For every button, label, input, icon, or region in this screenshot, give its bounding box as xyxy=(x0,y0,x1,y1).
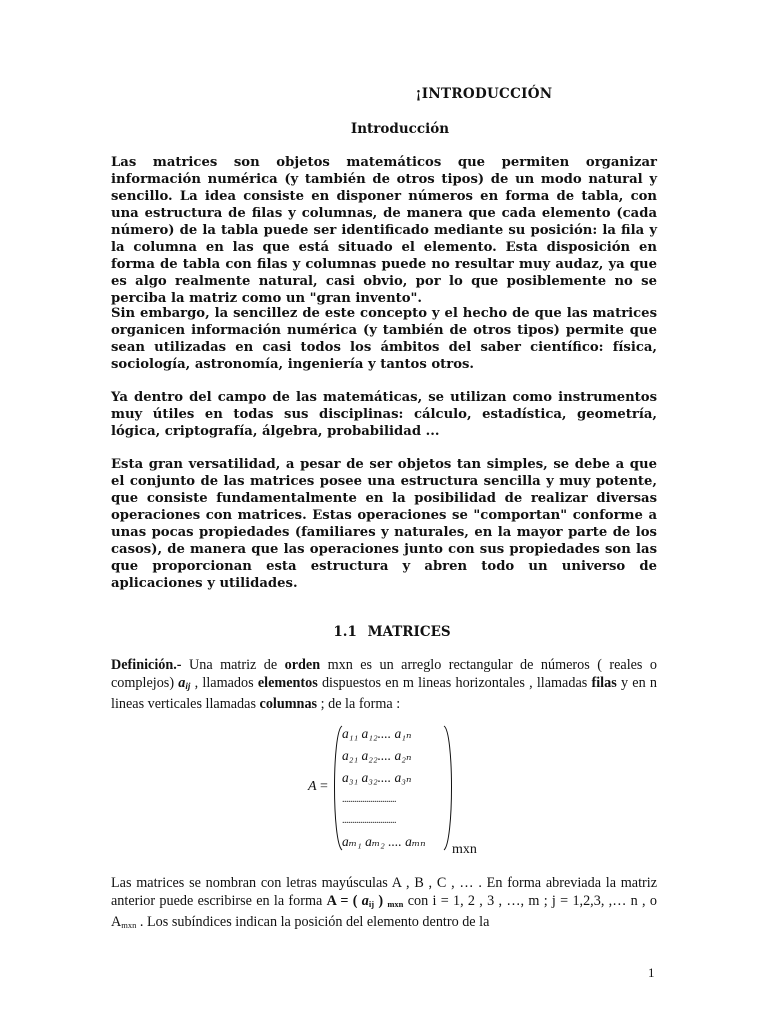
paragraph-3: Ya dentro del campo de las matemáticas, se utilizan como instrumentos muy útiles en todas sus disciplinas: cálculo, estadística, geometría, lógica, criptografía, álgebra, probabilidad ... xyxy=(111,390,657,439)
matrix-row-1: a₁₁ a₁₂.... a₁ₙ xyxy=(342,726,412,741)
closing-text-3: . Los subíndices indican la posición del elemento dentro de la xyxy=(136,914,490,930)
paragraph-2: Sin embargo, la sencillez de este concepto y el hecho de que las matrices organicen información numérica (y también de otros tipos) permite que sean utilizadas en casi todos los ámbitos del saber científico: física, sociología, astronomía, ingeniería y tantos otros. xyxy=(111,306,657,372)
matrix-row-last: aₘ₁ aₘ₂ .... aₘₙ xyxy=(342,834,426,849)
closing-A-eq: A = ( xyxy=(326,893,362,909)
matrix-dots-row-1: ........................... xyxy=(342,794,396,805)
matrix-equals: = xyxy=(320,779,328,794)
closing-paren: ) xyxy=(374,893,388,909)
definition-text-1: Una matriz de xyxy=(181,657,285,673)
matrix-formula xyxy=(308,722,508,862)
definition-text-5: y en n lineas verticales llamadas xyxy=(111,675,657,712)
closing-aij-sub: ij xyxy=(368,899,375,909)
matrix-dots-row-2: ........................... xyxy=(342,815,396,826)
section-title: MATRICES xyxy=(367,624,451,640)
closing-mxn-sub: mxn xyxy=(387,899,404,909)
definition-lead: Definición.- xyxy=(111,657,182,673)
matrix-row-3: a₃₁ a₃₂.... a₃ₙ xyxy=(342,770,412,785)
term-aij: a xyxy=(178,675,186,691)
section-heading xyxy=(0,624,768,640)
term-filas: filas xyxy=(591,675,617,691)
definition-text-6: ; de la forma : xyxy=(317,696,401,712)
term-columnas: columnas xyxy=(259,696,318,712)
paragraph-4: Esta gran versatilidad, a pesar de ser objetos tan simples, se debe a que el conjunto de las matrices posee una estructura sencilla y muy potente, que consiste fundamentalmente en la posibilidad de realizar diversas operaciones con matrices. Estas operaciones se "comportan" conforme a unas pocas propiedades (familiares y naturales, en la mayor parte de los casos), de manera que las operaciones junto con sus propiedades son las que proporcionan esta estructura y abren todo un universo de aplicaciones y utilidades. xyxy=(111,457,657,591)
section-number: 1.1 xyxy=(333,624,357,640)
closing-text-1: Las matrices se nombran con letras mayúsculas A , B , C , … . En forma abreviada la matriz anterior puede escribirse en la forma xyxy=(111,875,657,909)
matrix-dimension: mxn xyxy=(452,842,477,857)
term-elementos: elementos xyxy=(257,675,318,691)
page-number: 1 xyxy=(648,965,655,980)
paragraph-1: Las matrices son objetos matemáticos que permiten organizar información numérica (y también de otros tipos) de un modo natural y sencillo. La idea consiste en disponer números en forma de tabla, con una estructura de filas y columnas, de manera que cada elemento (cada número) de la tabla puede ser identificado mediante su posición: la fila y la columna en las que está situado el elemento. Esta disposición en forma de tabla con filas y columnas puede no resultar muy audaz, ya que es algo realmente natural, casi obvio, por lo que posiblemente no se perciba la matriz como un "gran invento". xyxy=(111,155,657,306)
term-orden: orden xyxy=(284,657,321,673)
term-aij-sub: ij xyxy=(185,681,191,691)
page-subtitle: Introducción xyxy=(350,121,450,137)
closing-paragraph xyxy=(111,874,657,934)
definition-text-4: dispuestos en m lineas horizontales , llamadas xyxy=(317,675,592,691)
closing-A-sub: mxn xyxy=(121,920,137,930)
closing-aij: a xyxy=(361,893,369,909)
definition-paragraph xyxy=(111,656,657,713)
matrix-lhs: A xyxy=(308,779,317,794)
matrix-row-2: a₂₁ a₂₂.... a₂ₙ xyxy=(342,748,412,763)
definition-text-2: mxn es un arreglo rectangular de números ( reales o complejos) xyxy=(111,657,658,691)
closing-text-2: con i = 1, 2 , 3 , …, m ; j = 1,2,3, ,… n , o A xyxy=(111,893,657,930)
definition-text-3: , llamados xyxy=(190,675,258,691)
page-title: ¡INTRODUCCIÓN xyxy=(415,86,553,102)
